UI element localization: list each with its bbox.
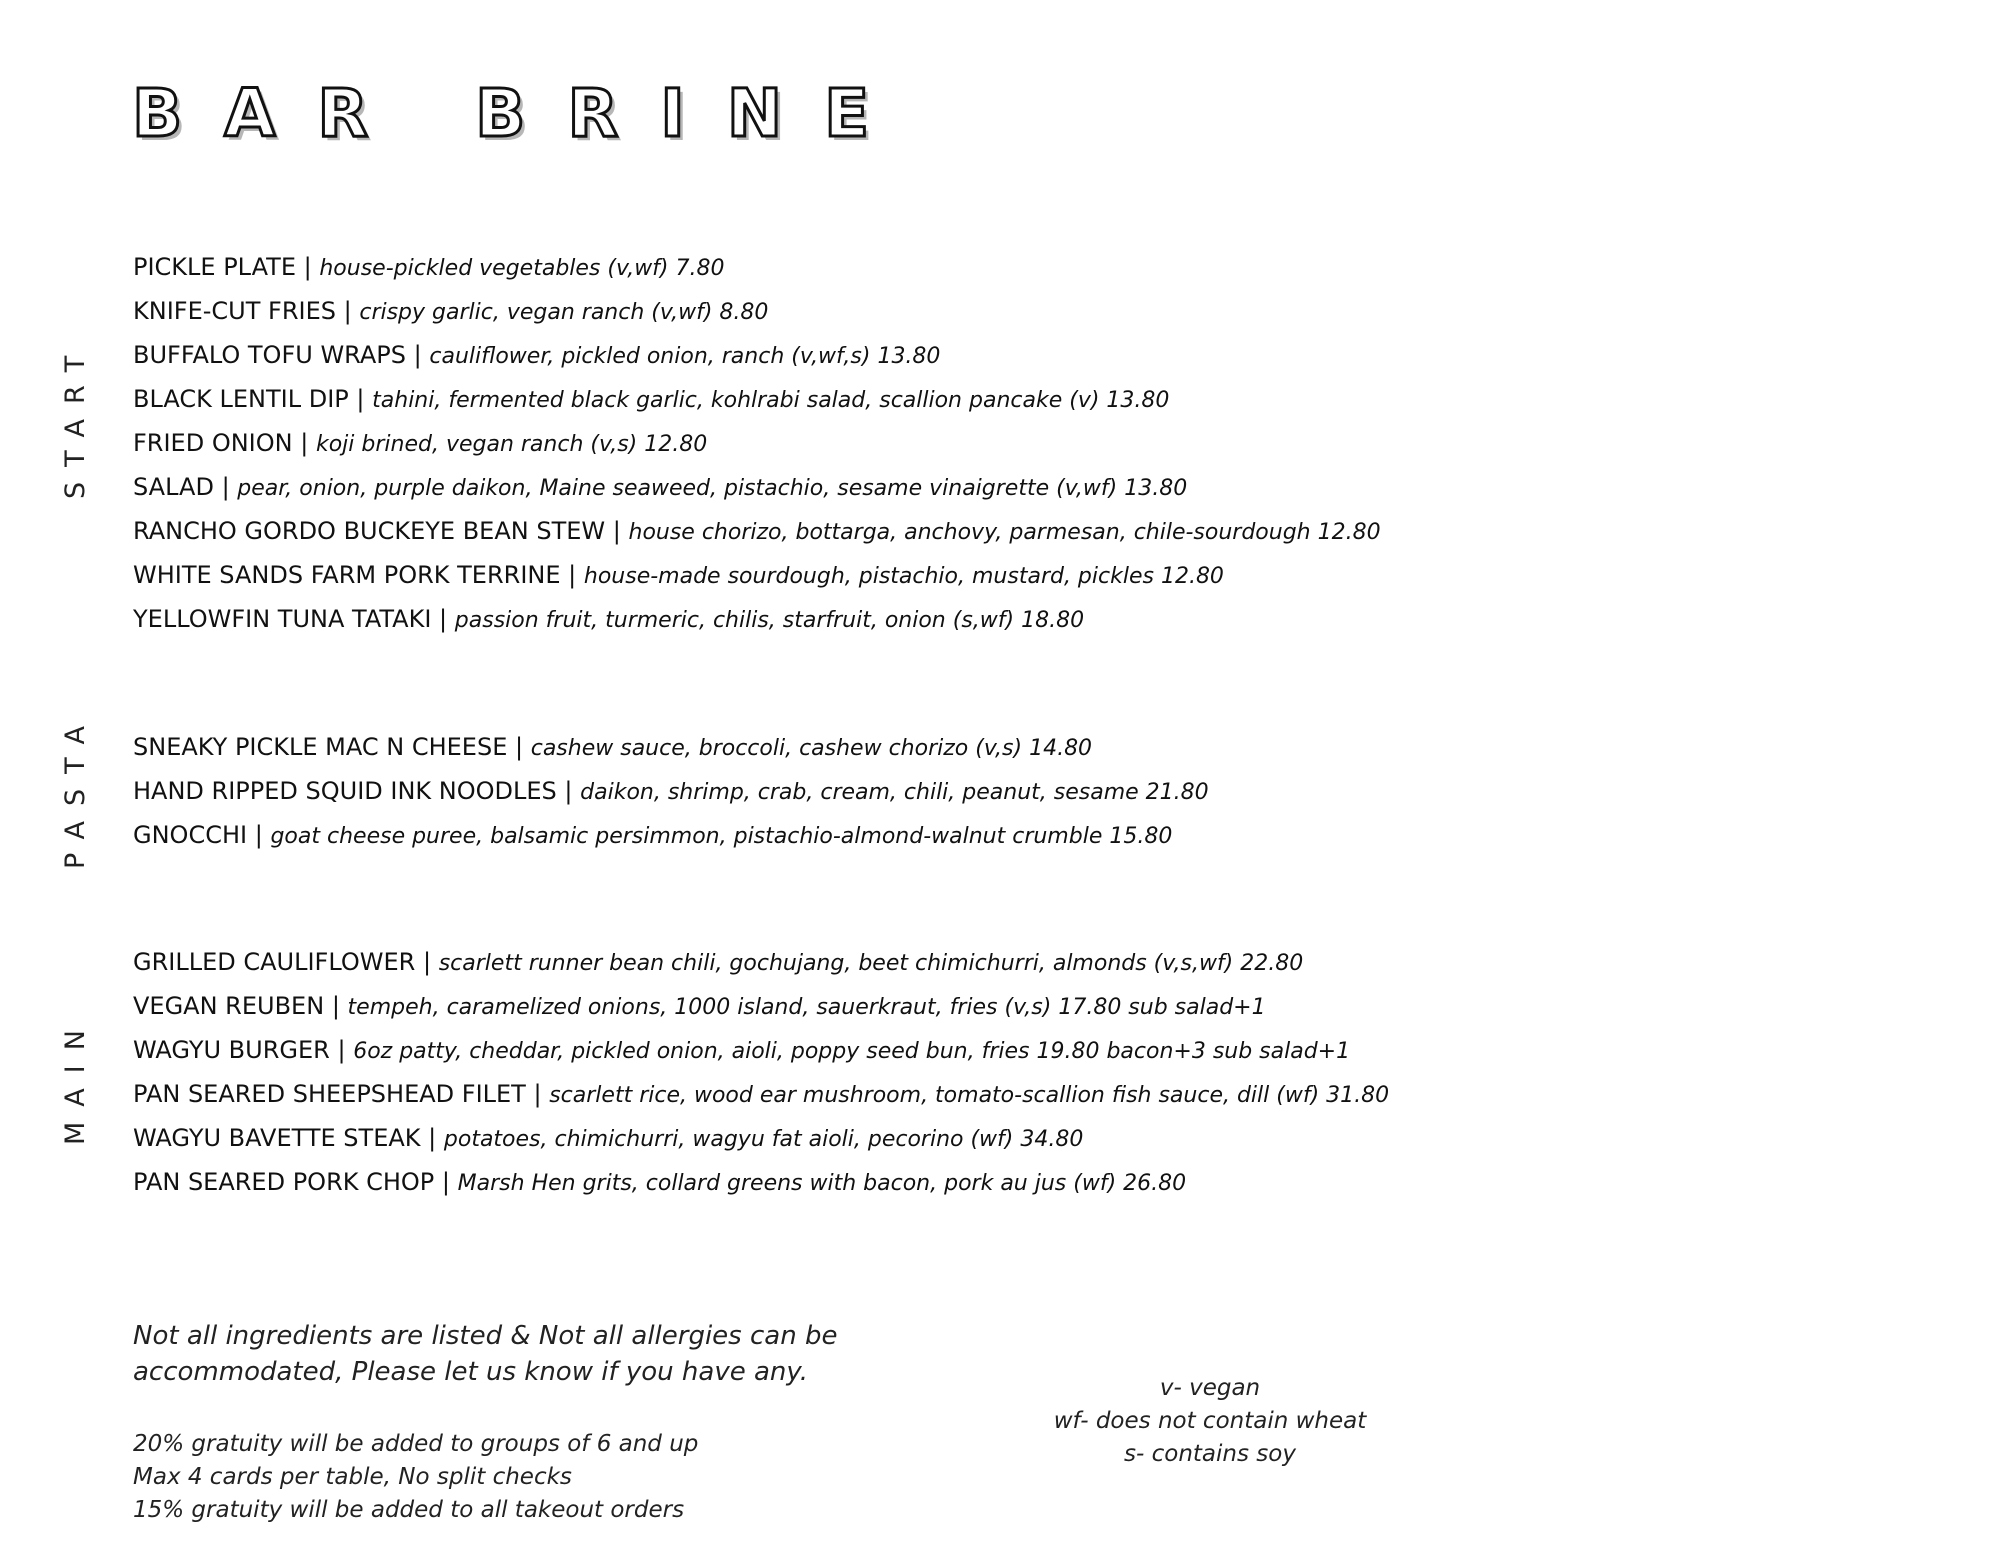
item-name: BLACK LENTIL DIP xyxy=(133,385,349,413)
item-description: tahini, fermented black garlic, kohlrabi salad, scallion pancake (v) 13.80 xyxy=(372,388,1170,413)
allergy-notice-line: Not all ingredients are listed & Not all allergies can be xyxy=(133,1321,838,1351)
section-label-pasta: PASTA xyxy=(60,710,91,870)
menu-item xyxy=(133,333,1381,377)
item-description: Marsh Hen grits, collard greens with bacon, pork au jus (wf) 26.80 xyxy=(457,1171,1187,1196)
item-name: RANCHO GORDO BUCKEYE BEAN STEW xyxy=(133,517,606,545)
section-label-main: MAIN xyxy=(60,1015,91,1145)
item-description: potatoes, chimichurri, wagyu fat aioli, pecorino (wf) 34.80 xyxy=(443,1127,1084,1152)
restaurant-title: BAR BRINE xyxy=(132,75,912,152)
menu-item xyxy=(133,813,1209,857)
menu-item xyxy=(133,553,1381,597)
item-separator: | xyxy=(221,473,230,501)
menu-item xyxy=(133,725,1209,769)
item-name: FRIED ONION xyxy=(133,429,293,457)
menu-item xyxy=(133,509,1381,553)
policy-line: Max 4 cards per table, No split checks xyxy=(133,1464,572,1490)
section-label-start: START xyxy=(60,340,91,500)
item-separator: | xyxy=(422,948,432,976)
menu-item xyxy=(133,940,1389,984)
item-separator: | xyxy=(533,1080,542,1108)
item-separator: | xyxy=(337,1036,346,1064)
item-separator: | xyxy=(356,385,365,413)
legend-item: s- contains soy xyxy=(1124,1441,1296,1467)
policy-line: 15% gratuity will be added to all takeout orders xyxy=(133,1497,685,1523)
item-description: cauliflower, pickled onion, ranch (v,wf,s) 13.80 xyxy=(429,344,941,369)
item-description: cashew sauce, broccoli, cashew chorizo (v,s) 14.80 xyxy=(530,736,1093,761)
menu-section-pasta xyxy=(133,725,1209,857)
item-name: SNEAKY PICKLE MAC N CHEESE xyxy=(133,733,508,761)
item-name: PAN SEARED SHEEPSHEAD FILET xyxy=(133,1080,526,1108)
menu-item xyxy=(133,769,1209,813)
item-separator: | xyxy=(300,429,309,457)
item-separator: | xyxy=(254,821,263,849)
item-separator: | xyxy=(612,517,621,545)
menu-section-main xyxy=(133,940,1389,1204)
menu-item xyxy=(133,1116,1389,1160)
item-description: pear, onion, purple daikon, Maine seaweed, pistachio, sesame vinaigrette (v,wf) 13.80 xyxy=(237,476,1188,501)
item-separator: | xyxy=(564,777,573,805)
menu-item xyxy=(133,1072,1389,1116)
item-name: SALAD xyxy=(133,473,214,501)
item-description: koji brined, vegan ranch (v,s) 12.80 xyxy=(315,432,708,457)
menu-section-start xyxy=(133,245,1381,641)
item-name: PICKLE PLATE xyxy=(133,253,296,281)
item-separator: | xyxy=(515,733,524,761)
item-description: scarlett runner bean chili, gochujang, beet chimichurri, almonds (v,s,wf) 22.80 xyxy=(438,951,1304,976)
item-description: passion fruit, turmeric, chilis, starfruit, onion (s,wf) 18.80 xyxy=(454,608,1085,633)
item-description: goat cheese puree, balsamic persimmon, pistachio-almond-walnut crumble 15.80 xyxy=(270,824,1173,849)
item-separator: | xyxy=(441,1168,451,1196)
item-separator: | xyxy=(331,992,340,1020)
item-description: daikon, shrimp, crab, cream, chili, peanut, sesame 21.80 xyxy=(580,780,1209,805)
item-name: VEGAN REUBEN xyxy=(133,992,325,1020)
menu-item xyxy=(133,289,1381,333)
item-name: WAGYU BAVETTE STEAK xyxy=(133,1124,421,1152)
item-name: PAN SEARED PORK CHOP xyxy=(133,1168,435,1196)
item-separator: | xyxy=(439,605,448,633)
item-name: GRILLED CAULIFLOWER xyxy=(133,948,416,976)
legend-item: v- vegan xyxy=(1159,1375,1261,1401)
menu-item xyxy=(133,377,1381,421)
menu-item xyxy=(133,1160,1389,1204)
item-description: house-made sourdough, pistachio, mustard, pickles 12.80 xyxy=(583,564,1224,589)
item-description: tempeh, caramelized onions, 1000 island, sauerkraut, fries (v,s) 17.80 sub salad+1 xyxy=(347,995,1266,1020)
item-name: HAND RIPPED SQUID INK NOODLES xyxy=(133,777,557,805)
item-name: WAGYU BURGER xyxy=(133,1036,330,1064)
item-separator: | xyxy=(568,561,577,589)
menu-item xyxy=(133,421,1381,465)
item-description: crispy garlic, vegan ranch (v,wf) 8.80 xyxy=(359,300,769,325)
legend-item: wf- does not contain wheat xyxy=(1053,1408,1367,1434)
item-name: YELLOWFIN TUNA TATAKI xyxy=(133,605,432,633)
allergy-notice-line: accommodated, Please let us know if you have any. xyxy=(133,1357,809,1387)
allergy-notice xyxy=(133,1318,893,1390)
item-separator: | xyxy=(428,1124,437,1152)
item-description: house chorizo, bottarga, anchovy, parmesan, chile-sourdough 12.80 xyxy=(628,520,1381,545)
dietary-legend xyxy=(1000,1372,1420,1471)
item-name: WHITE SANDS FARM PORK TERRINE xyxy=(133,561,561,589)
menu-item xyxy=(133,597,1381,641)
policy-line: 20% gratuity will be added to groups of 6 and up xyxy=(133,1431,699,1457)
item-separator: | xyxy=(303,253,312,281)
item-name: GNOCCHI xyxy=(133,821,248,849)
item-description: 6oz patty, cheddar, pickled onion, aioli, poppy seed bun, fries 19.80 bacon+3 sub salad+1 xyxy=(353,1039,1351,1064)
item-name: KNIFE-CUT FRIES xyxy=(133,297,336,325)
menu-item xyxy=(133,465,1381,509)
item-description: house-pickled vegetables (v,wf) 7.80 xyxy=(319,256,725,281)
menu-item xyxy=(133,984,1389,1028)
gratuity-policies xyxy=(133,1428,698,1527)
item-name: BUFFALO TOFU WRAPS xyxy=(133,341,406,369)
item-separator: | xyxy=(413,341,422,369)
item-separator: | xyxy=(343,297,352,325)
item-description: scarlett rice, wood ear mushroom, tomato-scallion fish sauce, dill (wf) 31.80 xyxy=(549,1083,1390,1108)
menu-item xyxy=(133,245,1381,289)
menu-item xyxy=(133,1028,1389,1072)
